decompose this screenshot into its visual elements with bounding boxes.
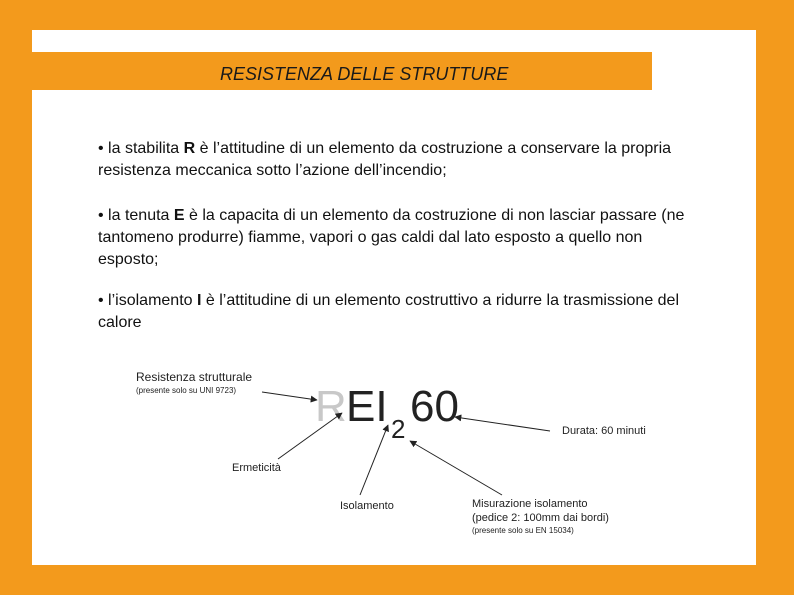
paragraph-text: è la capacita di un elemento da costruzione di non lasciar passare (ne tantomeno produrre) fiamme, vapori o gas caldi dal lato esposto a quello non esposto; [98,207,685,268]
label-isolamento: Isolamento [340,500,394,512]
paragraph-text: • la tenuta [98,207,174,224]
arrow-misurazione [410,441,502,495]
label-misurazione-detail: (pedice 2: 100mm dai bordi) [472,512,609,524]
arrow-resistenza [262,392,317,400]
label-ermeticita: Ermeticità [232,462,281,474]
arrow-isolamento [360,425,388,495]
keyword-i: I [196,292,202,309]
arrow-durata [455,417,550,431]
keyword-r: R [183,140,196,157]
label-durata: Durata: 60 minuti [562,425,646,437]
rei-diagram [120,355,700,545]
code-letters-ei: EI [346,382,388,431]
paragraph-text: • l’isolamento [98,292,197,309]
paragraph-text: • la stabilita [98,140,184,157]
label-resistenza-note: (presente solo su UNI 9723) [136,386,237,395]
keyword-e: E [173,207,185,224]
paragraph-text: è l’attitudine di un elemento costruttivo a ridurre la trasmissione del calore [98,292,680,331]
paragraph-text: è l’attitudine di un elemento da costruzione a conservare la propria resistenza meccanica sotto l’azione dell’incendio; [98,140,672,179]
label-misurazione-note: (presente solo su EN 15034) [472,526,574,535]
code-time: 60 [410,382,459,431]
paragraph-stabilita [98,138,698,182]
code-letter-r: R [315,382,347,431]
label-misurazione: Misurazione isolamento [472,498,588,510]
code-subscript: 2 [391,414,406,444]
arrow-ermeticita [278,413,342,459]
label-resistenza: Resistenza strutturale [136,370,253,384]
paragraph-isolamento [98,290,698,334]
slide-title: RESISTENZA DELLE STRUTTURE [220,64,509,84]
paragraph-tenuta [98,205,698,271]
